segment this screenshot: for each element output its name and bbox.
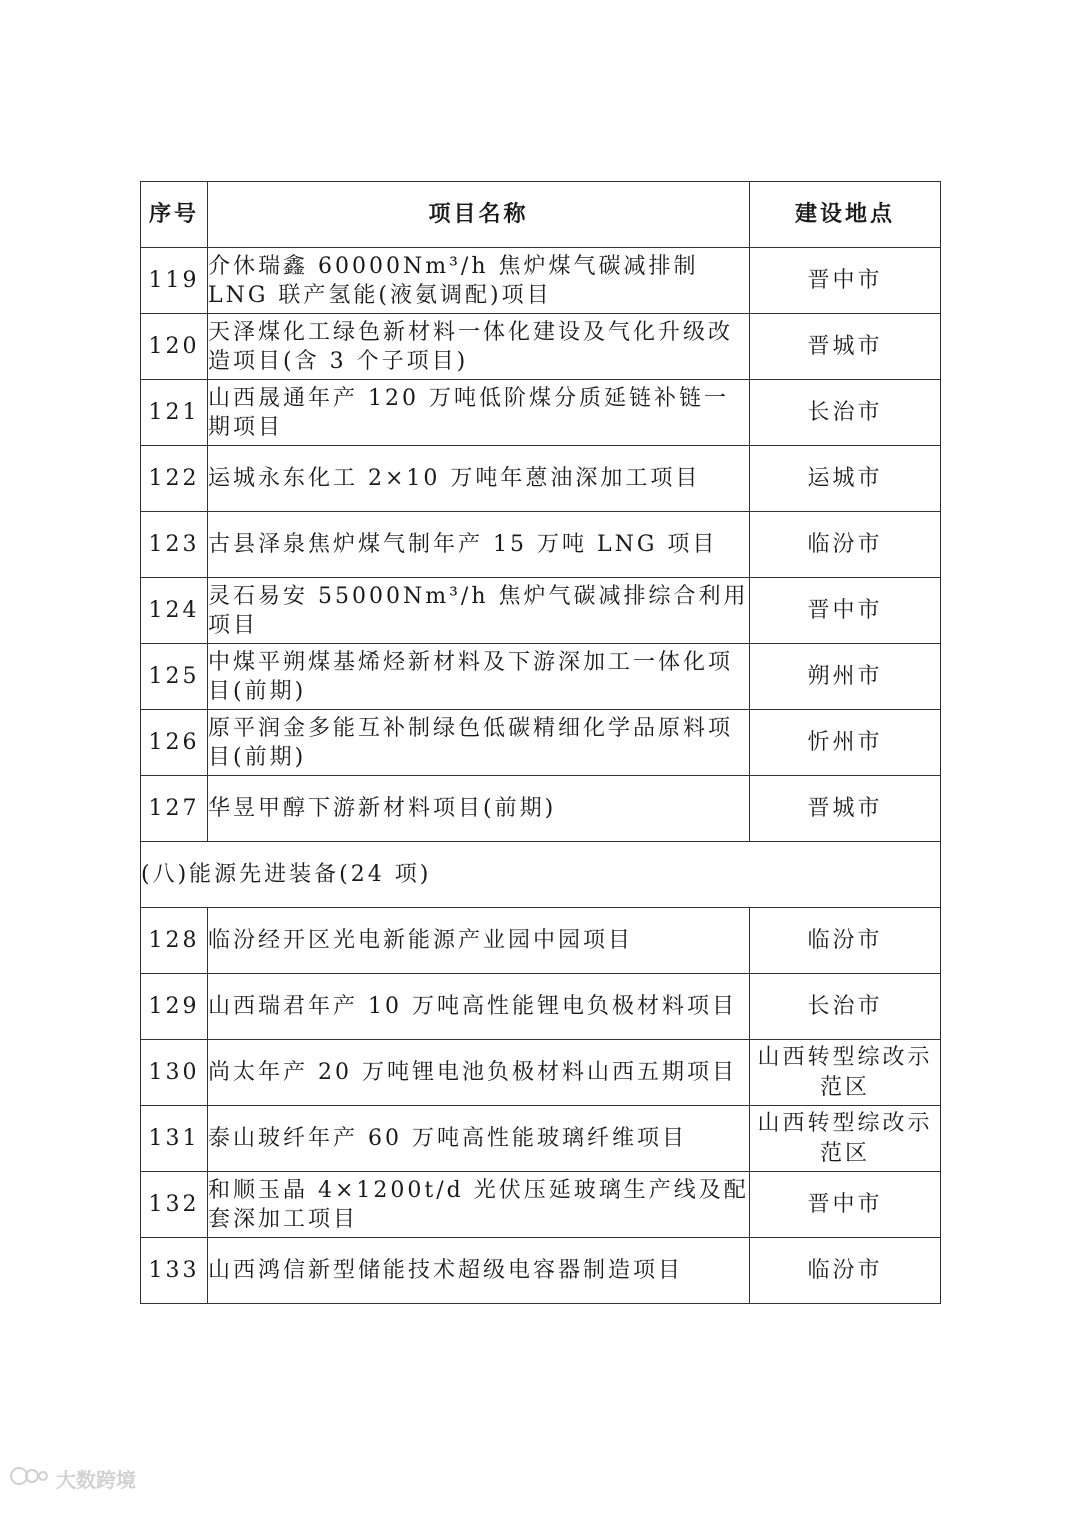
row-seq: 131 xyxy=(141,1106,208,1172)
row-project-name: 中煤平朔煤基烯烃新材料及下游深加工一体化项目(前期) xyxy=(208,644,750,710)
section-row xyxy=(141,842,941,908)
table-body-top xyxy=(141,248,941,842)
watermark xyxy=(10,1460,136,1496)
row-seq: 132 xyxy=(141,1172,208,1238)
row-project-name: 临汾经开区光电新能源产业园中园项目 xyxy=(208,908,750,974)
row-seq: 119 xyxy=(141,248,208,314)
row-project-name: 尚太年产 20 万吨锂电池负极材料山西五期项目 xyxy=(208,1040,750,1106)
row-seq: 128 xyxy=(141,908,208,974)
table-section xyxy=(141,842,941,908)
table-row xyxy=(141,380,941,446)
row-project-name: 华昱甲醇下游新材料项目(前期) xyxy=(208,776,750,842)
row-location: 山西转型综改示范区 xyxy=(750,1106,941,1172)
table-row xyxy=(141,776,941,842)
row-project-name: 山西晟通年产 120 万吨低阶煤分质延链补链一期项目 xyxy=(208,380,750,446)
row-project-name: 和顺玉晶 4×1200t/d 光伏压延玻璃生产线及配套深加工项目 xyxy=(208,1172,750,1238)
header-seq: 序号 xyxy=(141,182,208,248)
row-project-name: 山西鸿信新型储能技术超级电容器制造项目 xyxy=(208,1238,750,1304)
table-row xyxy=(141,710,941,776)
row-seq: 125 xyxy=(141,644,208,710)
row-project-name: 泰山玻纤年产 60 万吨高性能玻璃纤维项目 xyxy=(208,1106,750,1172)
row-seq: 122 xyxy=(141,446,208,512)
table-row xyxy=(141,1040,941,1106)
row-seq: 124 xyxy=(141,578,208,644)
row-seq: 120 xyxy=(141,314,208,380)
table-row xyxy=(141,248,941,314)
row-location: 朔州市 xyxy=(750,644,941,710)
row-seq: 129 xyxy=(141,974,208,1040)
row-location: 晋城市 xyxy=(750,314,941,380)
row-location: 忻州市 xyxy=(750,710,941,776)
row-project-name: 灵石易安 55000Nm³/h 焦炉气碳减排综合利用项目 xyxy=(208,578,750,644)
table-row xyxy=(141,314,941,380)
row-project-name: 运城永东化工 2×10 万吨年蒽油深加工项目 xyxy=(208,446,750,512)
table-row xyxy=(141,1172,941,1238)
projects-table xyxy=(140,181,941,1304)
header-project-name: 项目名称 xyxy=(208,182,750,248)
row-project-name: 介休瑞鑫 60000Nm³/h 焦炉煤气碳减排制 LNG 联产氢能(液氨调配)项目 xyxy=(208,248,750,314)
row-location: 长治市 xyxy=(750,974,941,1040)
row-location: 长治市 xyxy=(750,380,941,446)
row-seq: 130 xyxy=(141,1040,208,1106)
table-row xyxy=(141,1106,941,1172)
row-seq: 133 xyxy=(141,1238,208,1304)
row-location: 临汾市 xyxy=(750,512,941,578)
row-project-name: 山西瑞君年产 10 万吨高性能锂电负极材料项目 xyxy=(208,974,750,1040)
table-row xyxy=(141,1238,941,1304)
table-row xyxy=(141,446,941,512)
row-location: 临汾市 xyxy=(750,908,941,974)
table-header-row xyxy=(141,182,941,248)
row-seq: 126 xyxy=(141,710,208,776)
table-row xyxy=(141,512,941,578)
table-row xyxy=(141,644,941,710)
header-location: 建设地点 xyxy=(750,182,941,248)
row-project-name: 古县泽泉焦炉煤气制年产 15 万吨 LNG 项目 xyxy=(208,512,750,578)
row-location: 临汾市 xyxy=(750,1238,941,1304)
row-location: 运城市 xyxy=(750,446,941,512)
table-body-bottom xyxy=(141,908,941,1304)
table-row xyxy=(141,974,941,1040)
row-location: 山西转型综改示范区 xyxy=(750,1040,941,1106)
table-row xyxy=(141,908,941,974)
row-project-name: 天泽煤化工绿色新材料一体化建设及气化升级改造项目(含 3 个子项目) xyxy=(208,314,750,380)
section-title: (八)能源先进装备(24 项) xyxy=(141,842,941,908)
row-project-name: 原平润金多能互补制绿色低碳精细化学品原料项目(前期) xyxy=(208,710,750,776)
row-location: 晋城市 xyxy=(750,776,941,842)
watermark-text: 大数跨境 xyxy=(56,1467,136,1492)
row-location: 晋中市 xyxy=(750,248,941,314)
row-seq: 123 xyxy=(141,512,208,578)
table-row xyxy=(141,578,941,644)
row-location: 晋中市 xyxy=(750,578,941,644)
row-seq: 121 xyxy=(141,380,208,446)
row-seq: 127 xyxy=(141,776,208,842)
watermark-logo-icon xyxy=(10,1464,50,1493)
row-location: 晋中市 xyxy=(750,1172,941,1238)
